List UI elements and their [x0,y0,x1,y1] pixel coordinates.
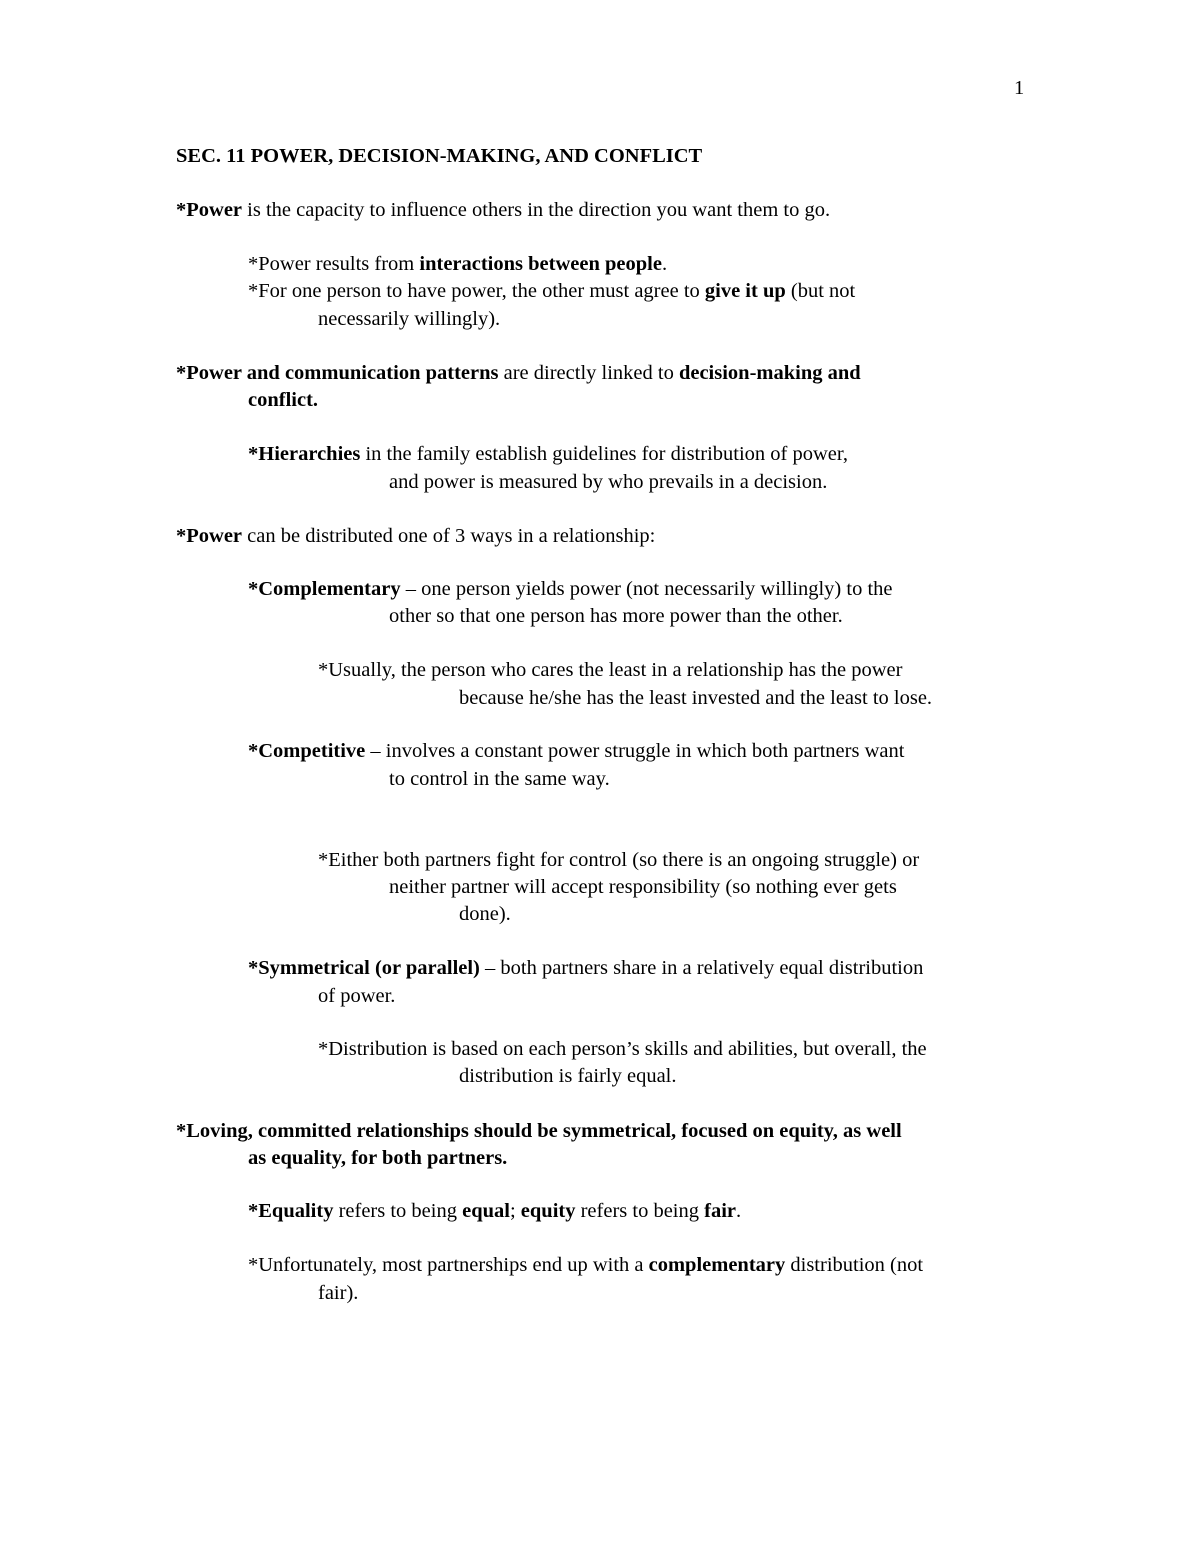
equality-text: refers to being [333,1200,463,1222]
power-term: *Power [176,199,243,221]
power-results-point [248,254,667,275]
complementary-point [248,579,892,600]
complementary-text: – one person yields power (not necessarily willingly) to the [400,578,893,600]
loving-statement-continuation: as equality, for both partners. [248,1147,508,1169]
interactions-term: interactions between people [419,253,662,275]
period-text: . [736,1200,742,1222]
equality-term: *Equality [248,1200,334,1222]
hierarchies-text: in the family establish guidelines for distribution of power, [360,443,849,465]
competitive-term: *Competitive [248,740,366,762]
unfortunately-text: *Unfortunately, most partnerships end up with a [248,1254,649,1276]
link-statement-continuation: conflict. [248,389,319,411]
symmetrical-note-continuation: distribution is fairly equal. [459,1065,677,1087]
equal-term: equal [462,1200,510,1222]
power-results-end: . [661,253,668,275]
equity-term: equity [520,1200,576,1222]
unfortunately-continuation: fair). [318,1282,359,1304]
section-heading: SEC. 11 POWER, DECISION-MAKING, AND CONFLICT [176,145,703,167]
unfortunately-point [248,1255,923,1276]
distribution-intro-text: can be distributed one of 3 ways in a relationship: [242,525,656,547]
power-term-2: *Power [176,525,243,547]
loving-statement: *Loving, committed relationships should be symmetrical, focused on equity, as well [176,1120,902,1142]
symmetrical-term: *Symmetrical (or parallel) [248,957,480,979]
give-up-point [248,281,855,302]
power-definition-text: is the capacity to influence others in the direction you want them to go. [242,199,831,221]
fair-term: fair [704,1200,737,1222]
equality-equity-definition [248,1201,741,1222]
competitive-note-continuation: neither partner will accept responsibility (so nothing ever gets [389,876,897,898]
page-number: 1 [1014,77,1025,99]
give-up-text: *For one person to have power, the other must agree to [248,280,705,302]
symmetrical-text: – both partners share in a relatively equal distribution [479,957,924,979]
unfortunately-text-end: distribution (not [785,1254,924,1276]
power-communication-term: *Power and communication patterns [176,362,499,384]
equity-text: refers to being [575,1200,705,1222]
complementary-note-continuation: because he/she has the least invested and the least to lose. [459,687,933,709]
complementary-term-2: complementary [648,1254,786,1276]
complementary-continuation: other so that one person has more power than the other. [389,605,843,627]
symmetrical-note: *Distribution is based on each person’s skills and abilities, but overall, the [318,1038,927,1060]
symmetrical-point [248,958,923,979]
power-definition [176,200,830,221]
distribution-intro [176,526,655,547]
competitive-note: *Either both partners fight for control (so there is an ongoing struggle) or [318,849,920,871]
competitive-point [248,741,904,762]
link-statement [176,363,861,384]
competitive-note-end: done). [459,903,511,925]
separator-text: ; [509,1200,521,1222]
give-up-continuation: necessarily willingly). [318,308,501,330]
decision-making-term: decision-making and [678,362,861,384]
symmetrical-continuation: of power. [318,985,396,1007]
competitive-continuation: to control in the same way. [389,768,610,790]
link-statement-text: are directly linked to [498,362,679,384]
power-results-text: *Power results from [248,253,420,275]
complementary-note: *Usually, the person who cares the least in a relationship has the power [318,659,903,681]
complementary-term: *Complementary [248,578,401,600]
give-up-text-end: (but not [785,280,856,302]
competitive-text: – involves a constant power struggle in which both partners want [365,740,905,762]
hierarchies-continuation: and power is measured by who prevails in a decision. [389,471,828,493]
hierarchies-point [248,444,848,465]
hierarchies-term: *Hierarchies [248,443,361,465]
give-up-term: give it up [704,280,786,302]
